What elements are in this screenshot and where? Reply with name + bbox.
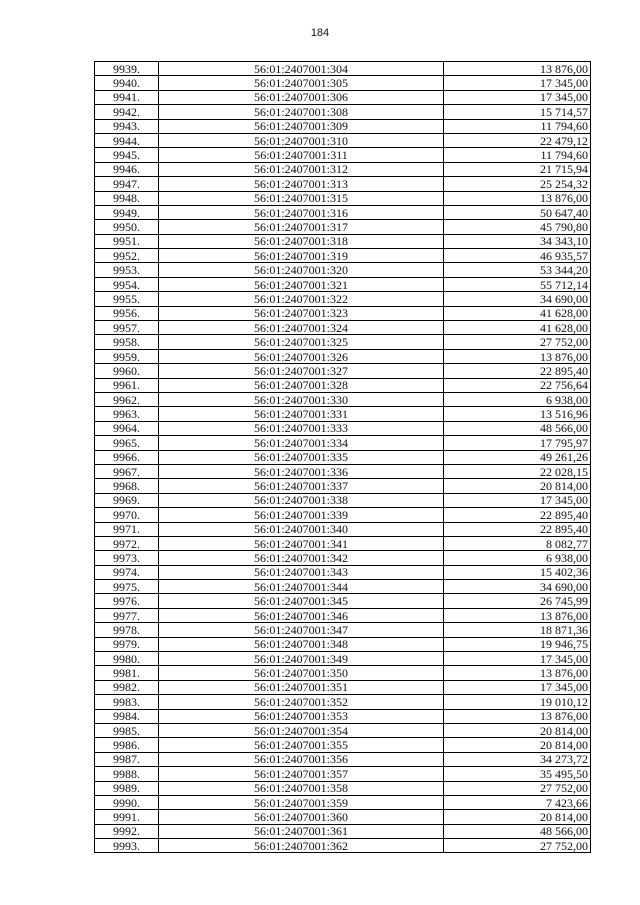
cadastral-value-cell: 27 752,00: [444, 335, 591, 349]
table-body: [95, 62, 591, 853]
cadastral-number-cell: 56:01:2407001:340: [159, 522, 444, 536]
cadastral-value-cell: 27 752,00: [444, 839, 591, 853]
cadastral-number-cell: 56:01:2407001:317: [159, 220, 444, 234]
table-row: [95, 479, 591, 493]
table-row: [95, 565, 591, 579]
table-row: [95, 464, 591, 478]
row-number-cell: 9980.: [95, 652, 159, 666]
row-number-cell: 9952.: [95, 249, 159, 263]
cadastral-value-cell: 22 756,64: [444, 378, 591, 392]
cadastral-number-cell: 56:01:2407001:358: [159, 781, 444, 795]
cadastral-number-cell: 56:01:2407001:341: [159, 536, 444, 550]
row-number-cell: 9940.: [95, 76, 159, 90]
cadastral-value-cell: 11 794,60: [444, 148, 591, 162]
cadastral-value-cell: 19 010,12: [444, 695, 591, 709]
table-row: [95, 62, 591, 76]
table-row: [95, 795, 591, 809]
cadastral-number-cell: 56:01:2407001:333: [159, 421, 444, 435]
cadastral-value-cell: 17 345,00: [444, 76, 591, 90]
row-number-cell: 9947.: [95, 177, 159, 191]
cadastral-number-cell: 56:01:2407001:313: [159, 177, 444, 191]
row-number-cell: 9968.: [95, 479, 159, 493]
row-number-cell: 9961.: [95, 378, 159, 392]
cadastral-value-cell: 13 876,00: [444, 709, 591, 723]
row-number-cell: 9958.: [95, 335, 159, 349]
table-row: [95, 177, 591, 191]
cadastral-number-cell: 56:01:2407001:354: [159, 723, 444, 737]
cadastral-number-cell: 56:01:2407001:308: [159, 105, 444, 119]
cadastral-number-cell: 56:01:2407001:324: [159, 321, 444, 335]
cadastral-number-cell: 56:01:2407001:351: [159, 680, 444, 694]
cadastral-number-cell: 56:01:2407001:319: [159, 249, 444, 263]
row-number-cell: 9941.: [95, 90, 159, 104]
row-number-cell: 9990.: [95, 795, 159, 809]
cadastral-value-cell: 35 495,50: [444, 767, 591, 781]
table-row: [95, 378, 591, 392]
row-number-cell: 9959.: [95, 349, 159, 363]
table-row: [95, 364, 591, 378]
table-row: [95, 292, 591, 306]
cadastral-number-cell: 56:01:2407001:328: [159, 378, 444, 392]
table-row: [95, 493, 591, 507]
cadastral-value-cell: 34 690,00: [444, 580, 591, 594]
cadastral-number-cell: 56:01:2407001:330: [159, 392, 444, 406]
row-number-cell: 9979.: [95, 637, 159, 651]
row-number-cell: 9986.: [95, 738, 159, 752]
table-row: [95, 306, 591, 320]
cadastral-value-cell: 19 946,75: [444, 637, 591, 651]
table-row: [95, 767, 591, 781]
table-row: [95, 133, 591, 147]
cadastral-value-cell: 45 790,80: [444, 220, 591, 234]
table-row: [95, 839, 591, 853]
table-row: [95, 695, 591, 709]
cadastral-number-cell: 56:01:2407001:311: [159, 148, 444, 162]
row-number-cell: 9969.: [95, 493, 159, 507]
row-number-cell: 9970.: [95, 508, 159, 522]
cadastral-value-cell: 17 345,00: [444, 90, 591, 104]
cadastral-number-cell: 56:01:2407001:346: [159, 608, 444, 622]
row-number-cell: 9989.: [95, 781, 159, 795]
row-number-cell: 9954.: [95, 277, 159, 291]
cadastral-value-cell: 13 876,00: [444, 349, 591, 363]
row-number-cell: 9957.: [95, 321, 159, 335]
cadastral-number-cell: 56:01:2407001:335: [159, 450, 444, 464]
table-row: [95, 421, 591, 435]
table-row: [95, 623, 591, 637]
cadastral-number-cell: 56:01:2407001:334: [159, 436, 444, 450]
cadastral-value-cell: 22 895,40: [444, 364, 591, 378]
cadastral-value-cell: 13 876,00: [444, 62, 591, 76]
cadastral-number-cell: 56:01:2407001:362: [159, 839, 444, 853]
cadastral-number-cell: 56:01:2407001:312: [159, 162, 444, 176]
table-row: [95, 148, 591, 162]
table-row: [95, 162, 591, 176]
cadastral-value-cell: 17 345,00: [444, 652, 591, 666]
row-number-cell: 9956.: [95, 306, 159, 320]
cadastral-value-cell: 13 516,96: [444, 407, 591, 421]
cadastral-value-cell: 34 343,10: [444, 234, 591, 248]
table-row: [95, 752, 591, 766]
row-number-cell: 9950.: [95, 220, 159, 234]
row-number-cell: 9944.: [95, 133, 159, 147]
cadastral-value-cell: 13 876,00: [444, 608, 591, 622]
cadastral-value-cell: 7 423,66: [444, 795, 591, 809]
table-row: [95, 810, 591, 824]
row-number-cell: 9963.: [95, 407, 159, 421]
table-row: [95, 580, 591, 594]
table-row: [95, 680, 591, 694]
row-number-cell: 9953.: [95, 263, 159, 277]
cadastral-number-cell: 56:01:2407001:348: [159, 637, 444, 651]
cadastral-value-cell: 41 628,00: [444, 321, 591, 335]
cadastral-number-cell: 56:01:2407001:306: [159, 90, 444, 104]
row-number-cell: 9982.: [95, 680, 159, 694]
row-number-cell: 9977.: [95, 608, 159, 622]
table-row: [95, 637, 591, 651]
row-number-cell: 9972.: [95, 536, 159, 550]
row-number-cell: 9987.: [95, 752, 159, 766]
cadastral-number-cell: 56:01:2407001:337: [159, 479, 444, 493]
row-number-cell: 9939.: [95, 62, 159, 76]
cadastral-value-cell: 53 344,20: [444, 263, 591, 277]
cadastral-number-cell: 56:01:2407001:353: [159, 709, 444, 723]
row-number-cell: 9955.: [95, 292, 159, 306]
row-number-cell: 9975.: [95, 580, 159, 594]
cadastral-value-cell: 21 715,94: [444, 162, 591, 176]
cadastral-value-cell: 22 479,12: [444, 133, 591, 147]
table-row: [95, 321, 591, 335]
cadastral-number-cell: 56:01:2407001:305: [159, 76, 444, 90]
table-row: [95, 436, 591, 450]
cadastral-value-cell: 18 871,36: [444, 623, 591, 637]
table-row: [95, 709, 591, 723]
cadastral-number-cell: 56:01:2407001:318: [159, 234, 444, 248]
cadastral-number-cell: 56:01:2407001:338: [159, 493, 444, 507]
cadastral-number-cell: 56:01:2407001:359: [159, 795, 444, 809]
row-number-cell: 9967.: [95, 464, 159, 478]
table-row: [95, 407, 591, 421]
cadastral-number-cell: 56:01:2407001:325: [159, 335, 444, 349]
cadastral-number-cell: 56:01:2407001:304: [159, 62, 444, 76]
cadastral-value-cell: 50 647,40: [444, 205, 591, 219]
cadastral-number-cell: 56:01:2407001:352: [159, 695, 444, 709]
table-row: [95, 392, 591, 406]
cadastral-number-cell: 56:01:2407001:323: [159, 306, 444, 320]
row-number-cell: 9951.: [95, 234, 159, 248]
cadastral-value-cell: 49 261,26: [444, 450, 591, 464]
cadastral-value-cell: 34 273,72: [444, 752, 591, 766]
row-number-cell: 9993.: [95, 839, 159, 853]
row-number-cell: 9962.: [95, 392, 159, 406]
row-number-cell: 9964.: [95, 421, 159, 435]
cadastral-value-cell: 15 714,57: [444, 105, 591, 119]
cadastral-value-cell: 20 814,00: [444, 723, 591, 737]
cadastral-value-cell: 22 028,15: [444, 464, 591, 478]
cadastral-value-cell: 11 794,60: [444, 119, 591, 133]
cadastral-value-cell: 48 566,00: [444, 824, 591, 838]
row-number-cell: 9966.: [95, 450, 159, 464]
cadastral-number-cell: 56:01:2407001:310: [159, 133, 444, 147]
cadastral-value-cell: 17 345,00: [444, 493, 591, 507]
row-number-cell: 9983.: [95, 695, 159, 709]
table-row: [95, 249, 591, 263]
cadastral-number-cell: 56:01:2407001:309: [159, 119, 444, 133]
cadastral-value-cell: 55 712,14: [444, 277, 591, 291]
cadastral-value-cell: 41 628,00: [444, 306, 591, 320]
table-row: [95, 335, 591, 349]
row-number-cell: 9985.: [95, 723, 159, 737]
cadastral-number-cell: 56:01:2407001:355: [159, 738, 444, 752]
row-number-cell: 9971.: [95, 522, 159, 536]
cadastral-number-cell: 56:01:2407001:322: [159, 292, 444, 306]
cadastral-number-cell: 56:01:2407001:347: [159, 623, 444, 637]
table-row: [95, 738, 591, 752]
cadastral-number-cell: 56:01:2407001:360: [159, 810, 444, 824]
table-row: [95, 781, 591, 795]
page-number: 184: [310, 27, 330, 39]
cadastral-value-table: [94, 61, 591, 853]
row-number-cell: 9978.: [95, 623, 159, 637]
table-row: [95, 349, 591, 363]
table-row: [95, 277, 591, 291]
row-number-cell: 9949.: [95, 205, 159, 219]
cadastral-value-cell: 17 345,00: [444, 680, 591, 694]
row-number-cell: 9973.: [95, 551, 159, 565]
row-number-cell: 9976.: [95, 594, 159, 608]
row-number-cell: 9943.: [95, 119, 159, 133]
cadastral-value-cell: 25 254,32: [444, 177, 591, 191]
table-row: [95, 652, 591, 666]
row-number-cell: 9988.: [95, 767, 159, 781]
cadastral-number-cell: 56:01:2407001:350: [159, 666, 444, 680]
cadastral-value-cell: 22 895,40: [444, 522, 591, 536]
table-row: [95, 105, 591, 119]
table-row: [95, 191, 591, 205]
cadastral-number-cell: 56:01:2407001:316: [159, 205, 444, 219]
cadastral-value-cell: 20 814,00: [444, 479, 591, 493]
cadastral-value-cell: 8 082,77: [444, 536, 591, 550]
cadastral-value-cell: 15 402,36: [444, 565, 591, 579]
table-row: [95, 824, 591, 838]
table-row: [95, 205, 591, 219]
cadastral-number-cell: 56:01:2407001:349: [159, 652, 444, 666]
cadastral-number-cell: 56:01:2407001:326: [159, 349, 444, 363]
table-row: [95, 608, 591, 622]
cadastral-value-cell: 20 814,00: [444, 810, 591, 824]
cadastral-number-cell: 56:01:2407001:321: [159, 277, 444, 291]
table-row: [95, 90, 591, 104]
cadastral-number-cell: 56:01:2407001:361: [159, 824, 444, 838]
cadastral-value-cell: 20 814,00: [444, 738, 591, 752]
table-row: [95, 450, 591, 464]
row-number-cell: 9965.: [95, 436, 159, 450]
row-number-cell: 9948.: [95, 191, 159, 205]
cadastral-value-cell: 6 938,00: [444, 392, 591, 406]
table-row: [95, 723, 591, 737]
cadastral-number-cell: 56:01:2407001:315: [159, 191, 444, 205]
table-row: [95, 508, 591, 522]
row-number-cell: 9992.: [95, 824, 159, 838]
cadastral-value-cell: 34 690,00: [444, 292, 591, 306]
table-row: [95, 536, 591, 550]
cadastral-value-cell: 22 895,40: [444, 508, 591, 522]
cadastral-value-cell: 13 876,00: [444, 666, 591, 680]
cadastral-number-cell: 56:01:2407001:344: [159, 580, 444, 594]
cadastral-value-cell: 6 938,00: [444, 551, 591, 565]
cadastral-number-cell: 56:01:2407001:336: [159, 464, 444, 478]
row-number-cell: 9981.: [95, 666, 159, 680]
table-row: [95, 594, 591, 608]
table-row: [95, 522, 591, 536]
cadastral-number-cell: 56:01:2407001:356: [159, 752, 444, 766]
cadastral-number-cell: 56:01:2407001:331: [159, 407, 444, 421]
cadastral-number-cell: 56:01:2407001:342: [159, 551, 444, 565]
cadastral-value-cell: 26 745,99: [444, 594, 591, 608]
cadastral-value-cell: 48 566,00: [444, 421, 591, 435]
cadastral-value-cell: 17 795,97: [444, 436, 591, 450]
cadastral-number-cell: 56:01:2407001:339: [159, 508, 444, 522]
row-number-cell: 9984.: [95, 709, 159, 723]
table-row: [95, 220, 591, 234]
row-number-cell: 9945.: [95, 148, 159, 162]
cadastral-value-cell: 13 876,00: [444, 191, 591, 205]
cadastral-number-cell: 56:01:2407001:357: [159, 767, 444, 781]
row-number-cell: 9946.: [95, 162, 159, 176]
cadastral-number-cell: 56:01:2407001:343: [159, 565, 444, 579]
table-row: [95, 234, 591, 248]
table-row: [95, 666, 591, 680]
cadastral-value-cell: 46 935,57: [444, 249, 591, 263]
cadastral-number-cell: 56:01:2407001:345: [159, 594, 444, 608]
row-number-cell: 9960.: [95, 364, 159, 378]
row-number-cell: 9974.: [95, 565, 159, 579]
cadastral-number-cell: 56:01:2407001:327: [159, 364, 444, 378]
table-row: [95, 76, 591, 90]
table-row: [95, 119, 591, 133]
table-row: [95, 263, 591, 277]
row-number-cell: 9991.: [95, 810, 159, 824]
cadastral-value-cell: 27 752,00: [444, 781, 591, 795]
table-row: [95, 551, 591, 565]
cadastral-number-cell: 56:01:2407001:320: [159, 263, 444, 277]
row-number-cell: 9942.: [95, 105, 159, 119]
